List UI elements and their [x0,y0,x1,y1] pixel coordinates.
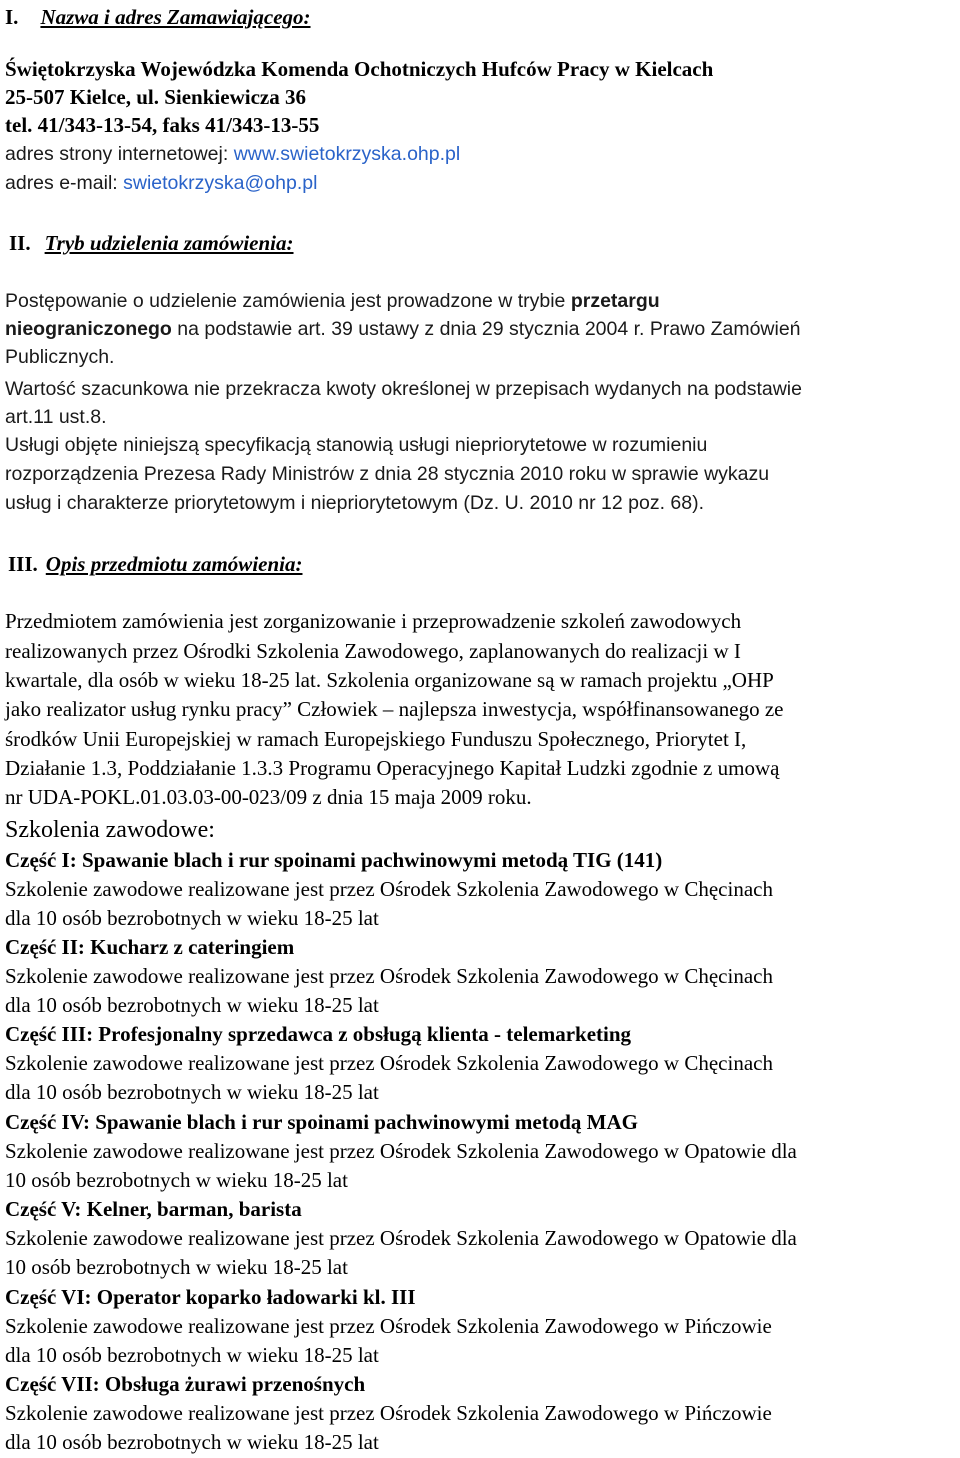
trainings-heading: Szkolenia zawodowe: [5,817,215,843]
part-6-title: Część VI: Operator koparko ładowarki kl. III [5,1285,416,1309]
services-line-2: rozporządzenia Prezesa Rady Ministrów z dnia 28 stycznia 2010 roku w sprawie wykazu [5,463,770,485]
org-phone: tel. 41/343-13-54, faks 41/343-13-55 [5,113,320,137]
section-3-title: Opis przedmiotu zamówienia: [45,552,303,576]
value-line-1: Wartość szacunkowa nie przekracza kwoty określonej w przepisach wydanych na podstawie [5,378,802,400]
subject-line-2: realizowanych przez Ośrodki Szkolenia Zawodowego, zaplanowanych do realizacji w I [5,639,741,663]
part-4-line-1: Szkolenie zawodowe realizowane jest przez Ośrodek Szkolenia Zawodowego w Opatowie dla [5,1139,797,1163]
email-label: adres e-mail: [5,172,124,194]
email-link[interactable]: swietokrzyska@ohp.pl [123,172,318,194]
services-line-3: usług i charakterze priorytetowym i niepriorytetowym (Dz. U. 2010 nr 12 poz. 68). [5,492,705,514]
procedure-line-2 [5,316,801,343]
website-label: adres strony internetowej: [5,143,234,165]
procedure-line-3: Publicznych. [5,346,115,368]
subject-line-7: nr UDA-POKL.01.03.03-00-023/09 z dnia 15 maja 2009 roku. [5,785,532,809]
website-link[interactable]: www.swietokrzyska.ohp.pl [233,143,461,165]
section-1-title: Nazwa i adres Zamawiającego: [40,5,311,29]
section-1-header [5,4,311,31]
part-2-title: Część II: Kucharz z cateringiem [5,935,295,959]
subject-line-1: Przedmiotem zamówienia jest zorganizowanie i przeprowadzenie szkoleń zawodowych [5,609,742,633]
procedure-type-cont: nieograniczonego [5,318,172,340]
part-3-title: Część III: Profesjonalny sprzedawca z obsługą klienta - telemarketing [5,1022,632,1046]
section-3-header [8,551,302,578]
value-line-2: art.11 ust.8. [5,406,107,428]
subject-line-5: środków Unii Europejskiej w ramach Europejskiego Funduszu Społecznego, Priorytet I, [5,727,747,751]
part-5-title: Część V: Kelner, barman, barista [5,1197,302,1221]
part-1-title: Część I: Spawanie blach i rur spoinami pachwinowymi metodą TIG (141) [5,848,663,872]
section-1-number: I. [5,5,19,29]
section-2-header [9,230,294,257]
part-7-line-2: dla 10 osób bezrobotnych w wieku 18-25 lat [5,1430,379,1454]
website-line [5,141,460,168]
subject-line-3: kwartale, dla osób w wieku 18-25 lat. Szkolenia organizowane są w ramach projektu „OHP [5,668,774,692]
part-4-line-2: 10 osób bezrobotnych w wieku 18-25 lat [5,1168,348,1192]
org-name: Świętokrzyska Wojewódzka Komenda Ochotniczych Hufców Pracy w Kielcach [5,57,714,81]
part-6-line-2: dla 10 osób bezrobotnych w wieku 18-25 lat [5,1343,379,1367]
org-address: 25-507 Kielce, ul. Sienkiewicza 36 [5,85,306,109]
part-5-line-2: 10 osób bezrobotnych w wieku 18-25 lat [5,1255,348,1279]
part-2-line-2: dla 10 osób bezrobotnych w wieku 18-25 lat [5,993,379,1017]
procedure-basis: na podstawie art. 39 ustawy z dnia 29 stycznia 2004 r. Prawo Zamówień [171,318,801,340]
procedure-type: przetargu [570,290,660,312]
part-4-title: Część IV: Spawanie blach i rur spoinami pachwinowymi metodą MAG [5,1110,638,1134]
services-line-1: Usługi objęte niniejszą specyfikacją stanowią usługi niepriorytetowe w rozumieniu [5,434,708,456]
email-line [5,170,317,197]
procedure-text: Postępowanie o udzielenie zamówienia jest prowadzone w trybie [5,290,571,312]
subject-line-6: Działanie 1.3, Poddziałanie 1.3.3 Programu Operacyjnego Kapitał Ludzki zgodnie z umową [5,756,780,780]
part-2-line-1: Szkolenie zawodowe realizowane jest przez Ośrodek Szkolenia Zawodowego w Chęcinach [5,964,773,988]
procedure-line-1 [5,288,660,315]
section-2-title: Tryb udzielenia zamówienia: [44,231,294,255]
part-3-line-1: Szkolenie zawodowe realizowane jest przez Ośrodek Szkolenia Zawodowego w Chęcinach [5,1051,773,1075]
part-3-line-2: dla 10 osób bezrobotnych w wieku 18-25 lat [5,1080,379,1104]
part-6-line-1: Szkolenie zawodowe realizowane jest przez Ośrodek Szkolenia Zawodowego w Pińczowie [5,1314,772,1338]
section-3-number: III. [8,552,38,576]
part-7-title: Część VII: Obsługa żurawi przenośnych [5,1372,366,1396]
part-1-line-2: dla 10 osób bezrobotnych w wieku 18-25 lat [5,906,379,930]
part-7-line-1: Szkolenie zawodowe realizowane jest przez Ośrodek Szkolenia Zawodowego w Pińczowie [5,1401,772,1425]
section-2-number: II. [9,231,31,255]
subject-line-4: jako realizator usług rynku pracy” Człowiek – najlepsza inwestycja, współfinansowanego ze [5,697,784,721]
part-5-line-1: Szkolenie zawodowe realizowane jest przez Ośrodek Szkolenia Zawodowego w Opatowie dla [5,1226,797,1250]
part-1-line-1: Szkolenie zawodowe realizowane jest przez Ośrodek Szkolenia Zawodowego w Chęcinach [5,877,773,901]
